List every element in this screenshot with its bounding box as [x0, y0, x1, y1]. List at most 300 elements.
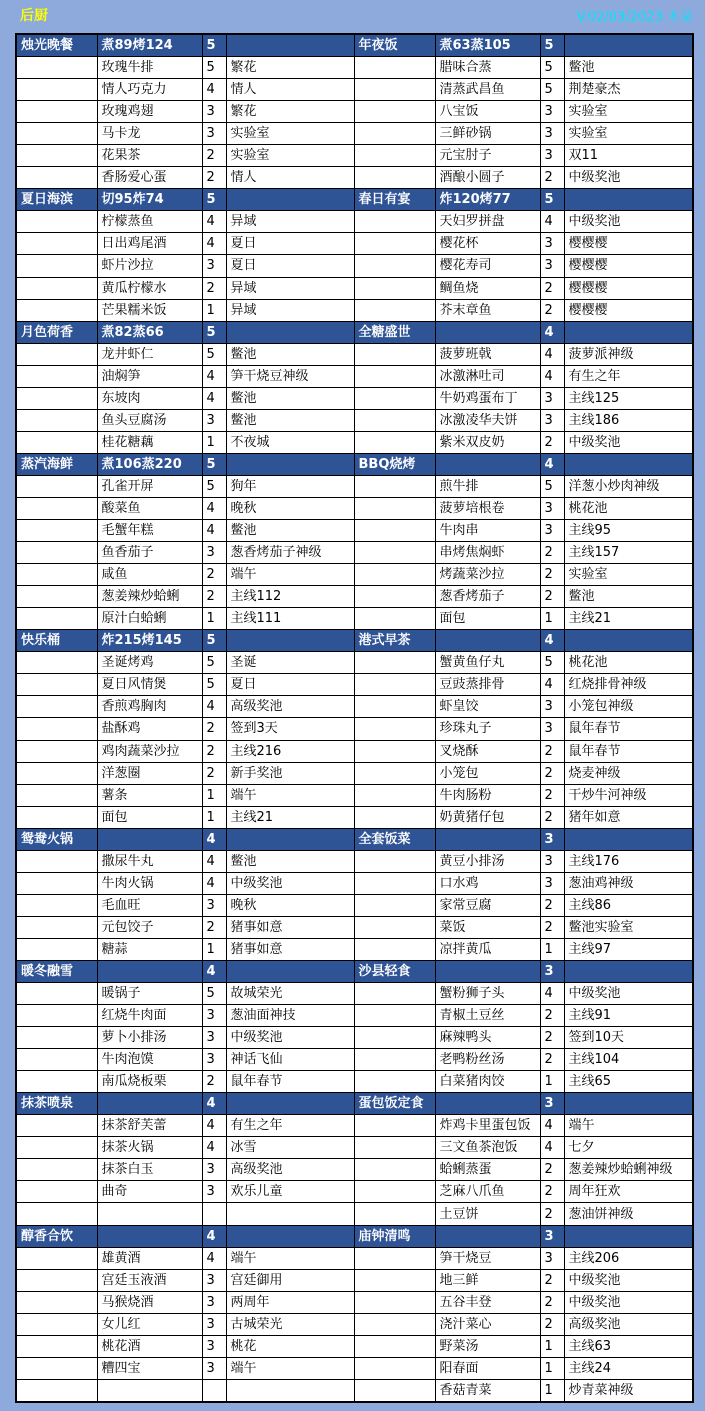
section-blank	[226, 828, 354, 850]
dish-level: 5	[540, 57, 564, 79]
group-blank-cell	[16, 608, 97, 630]
section-info: 煮63蒸105	[435, 34, 540, 57]
group-blank-cell	[354, 1379, 435, 1402]
dish-source: 小笼包神级	[564, 696, 693, 718]
dish-name: 圣诞烤鸡	[97, 652, 202, 674]
dish-level: 1	[202, 938, 226, 960]
dish-source: 鼠年春节	[564, 718, 693, 740]
table-row	[16, 431, 693, 453]
dish-source: 情人	[226, 79, 354, 101]
dish-source: 异域	[226, 277, 354, 299]
dish-name: 面包	[97, 806, 202, 828]
section-blank	[226, 189, 354, 211]
group-blank-cell	[16, 1313, 97, 1335]
dish-name: 红烧牛肉面	[97, 1005, 202, 1027]
section-info: 煮82蒸66	[97, 321, 202, 343]
dish-name: 虾皇饺	[435, 696, 540, 718]
dish-name: 笋干烧豆	[435, 1247, 540, 1269]
section-info	[435, 453, 540, 475]
table-row	[16, 608, 693, 630]
dish-source	[226, 1379, 354, 1402]
group-blank-cell	[16, 123, 97, 145]
dish-level: 2	[540, 1181, 564, 1203]
section-blank	[226, 34, 354, 57]
dish-level: 2	[540, 1269, 564, 1291]
dish-level: 2	[202, 167, 226, 189]
section-info	[97, 1225, 202, 1247]
table-row	[16, 806, 693, 828]
dish-source: 七夕	[564, 1137, 693, 1159]
dish-source: 有生之年	[564, 365, 693, 387]
dish-source: 实验室	[226, 123, 354, 145]
dish-level: 4	[540, 983, 564, 1005]
dish-source: 葱油面神技	[226, 1005, 354, 1027]
table-row	[16, 101, 693, 123]
dish-source: 情人	[226, 167, 354, 189]
group-blank-cell	[16, 1379, 97, 1402]
table-row	[16, 1159, 693, 1181]
dish-source: 鳖池	[226, 387, 354, 409]
table-row	[16, 872, 693, 894]
dish-source: 端午	[226, 1247, 354, 1269]
group-blank-cell	[16, 542, 97, 564]
table-row	[16, 475, 693, 497]
dish-name: 鲷鱼烧	[435, 277, 540, 299]
title-bar	[0, 0, 705, 30]
group-blank-cell	[354, 542, 435, 564]
dish-level: 2	[202, 916, 226, 938]
group-blank-cell	[354, 652, 435, 674]
dish-name: 蛤蜊蒸蛋	[435, 1159, 540, 1181]
section-title: 月色荷香	[16, 321, 97, 343]
dish-level: 3	[540, 233, 564, 255]
dish-source: 鼠年春节	[564, 740, 693, 762]
table-row	[16, 365, 693, 387]
dish-source: 洋葱小炒肉神级	[564, 475, 693, 497]
dish-source: 端午	[564, 1115, 693, 1137]
dish-name: 东坡肉	[97, 387, 202, 409]
table-row	[16, 1181, 693, 1203]
section-info	[97, 828, 202, 850]
dish-level: 3	[540, 1247, 564, 1269]
table-row	[16, 1137, 693, 1159]
group-blank-cell	[16, 520, 97, 542]
dish-level: 1	[540, 938, 564, 960]
dish-name: 三文鱼茶泡饭	[435, 1137, 540, 1159]
group-blank-cell	[16, 1137, 97, 1159]
group-blank-cell	[354, 894, 435, 916]
dish-level	[202, 1203, 226, 1225]
dish-name: 牛奶鸡蛋布丁	[435, 387, 540, 409]
group-blank-cell	[354, 233, 435, 255]
dish-source: 端午	[226, 784, 354, 806]
group-blank-cell	[354, 1137, 435, 1159]
group-blank-cell	[16, 1291, 97, 1313]
section-blank	[226, 1225, 354, 1247]
section-title: 蛋包饭定食	[354, 1093, 435, 1115]
dish-source: 有生之年	[226, 1115, 354, 1137]
dish-level: 2	[202, 718, 226, 740]
table-row	[16, 255, 693, 277]
dish-source: 主线206	[564, 1247, 693, 1269]
dish-source: 中级奖池	[564, 1291, 693, 1313]
group-blank-cell	[354, 475, 435, 497]
table-row	[16, 409, 693, 431]
section-info	[435, 1093, 540, 1115]
section-count: 3	[540, 828, 564, 850]
group-blank-cell	[354, 57, 435, 79]
dish-level: 2	[540, 1159, 564, 1181]
group-blank-cell	[354, 938, 435, 960]
dish-source: 主线176	[564, 850, 693, 872]
section-count: 4	[202, 1093, 226, 1115]
table-row	[16, 674, 693, 696]
dish-name: 龙井虾仁	[97, 343, 202, 365]
group-blank-cell	[16, 211, 97, 233]
table-row	[16, 1027, 693, 1049]
section-blank	[226, 321, 354, 343]
dish-level: 4	[202, 872, 226, 894]
dish-level: 2	[202, 762, 226, 784]
dish-source: 宫廷御用	[226, 1269, 354, 1291]
group-blank-cell	[16, 916, 97, 938]
table-row	[16, 497, 693, 519]
group-blank-cell	[16, 938, 97, 960]
dish-name: 元包饺子	[97, 916, 202, 938]
dish-source: 桃花池	[564, 652, 693, 674]
dish-name: 酒酿小圆子	[435, 167, 540, 189]
dish-source: 炒青菜神级	[564, 1379, 693, 1402]
dish-name: 孔雀开屏	[97, 475, 202, 497]
group-blank-cell	[354, 520, 435, 542]
dish-name: 野菜汤	[435, 1335, 540, 1357]
dish-source: 主线216	[226, 740, 354, 762]
dish-name: 葱姜辣炒蛤蜊	[97, 586, 202, 608]
dish-source: 主线157	[564, 542, 693, 564]
dish-level: 3	[202, 1027, 226, 1049]
dish-source: 古城荣光	[226, 1313, 354, 1335]
group-blank-cell	[354, 431, 435, 453]
dish-source: 主线186	[564, 409, 693, 431]
dish-name: 鱼头豆腐汤	[97, 409, 202, 431]
dish-source: 欢乐儿童	[226, 1181, 354, 1203]
group-blank-cell	[16, 145, 97, 167]
dish-name: 葱香烤茄子	[435, 586, 540, 608]
section-header-row	[16, 1225, 693, 1247]
section-count: 4	[540, 630, 564, 652]
group-blank-cell	[354, 718, 435, 740]
dish-level: 1	[540, 1335, 564, 1357]
table-row	[16, 564, 693, 586]
dish-name: 暖锅子	[97, 983, 202, 1005]
group-blank-cell	[354, 850, 435, 872]
dish-level: 5	[202, 57, 226, 79]
group-blank-cell	[354, 343, 435, 365]
section-count: 5	[202, 630, 226, 652]
dish-level: 1	[540, 1357, 564, 1379]
dish-name: 阳春面	[435, 1357, 540, 1379]
dish-level: 4	[540, 1137, 564, 1159]
dish-level: 4	[202, 1137, 226, 1159]
dish-level: 2	[540, 564, 564, 586]
group-blank-cell	[16, 1049, 97, 1071]
section-count: 5	[202, 453, 226, 475]
dish-level: 2	[540, 1049, 564, 1071]
dish-level: 2	[540, 740, 564, 762]
dish-name: 牛肉肠粉	[435, 784, 540, 806]
group-blank-cell	[16, 564, 97, 586]
table-row	[16, 1071, 693, 1093]
dish-level: 3	[202, 542, 226, 564]
dish-source: 烧麦神级	[564, 762, 693, 784]
dish-name: 鸡肉蔬菜沙拉	[97, 740, 202, 762]
group-blank-cell	[16, 57, 97, 79]
dish-source: 樱樱樱	[564, 233, 693, 255]
dish-name: 煎牛排	[435, 475, 540, 497]
dish-name: 樱花杯	[435, 233, 540, 255]
section-count: 4	[540, 453, 564, 475]
dish-level: 3	[202, 1313, 226, 1335]
dish-name: 日出鸡尾酒	[97, 233, 202, 255]
dish-name: 芥末章鱼	[435, 299, 540, 321]
dish-name: 叉烧酥	[435, 740, 540, 762]
group-blank-cell	[16, 277, 97, 299]
dish-source: 主线65	[564, 1071, 693, 1093]
dish-name: 三鲜砂锅	[435, 123, 540, 145]
dish-level: 2	[540, 277, 564, 299]
dish-level: 2	[202, 564, 226, 586]
section-header-row	[16, 1093, 693, 1115]
group-blank-cell	[16, 1005, 97, 1027]
section-title: 醇香合饮	[16, 1225, 97, 1247]
group-blank-cell	[354, 365, 435, 387]
dish-name: 香菇青菜	[435, 1379, 540, 1402]
dish-name: 毛蟹年糕	[97, 520, 202, 542]
dish-source: 实验室	[564, 564, 693, 586]
dish-name: 青椒土豆丝	[435, 1005, 540, 1027]
group-blank-cell	[16, 894, 97, 916]
group-blank-cell	[16, 718, 97, 740]
dish-source: 鼠年春节	[226, 1071, 354, 1093]
section-title: 春日有宴	[354, 189, 435, 211]
section-count: 4	[202, 828, 226, 850]
dish-source: 鳖池	[226, 850, 354, 872]
dish-level: 4	[202, 79, 226, 101]
group-blank-cell	[354, 277, 435, 299]
dish-level: 3	[202, 101, 226, 123]
section-count: 3	[540, 1093, 564, 1115]
dish-level: 2	[540, 1291, 564, 1313]
group-blank-cell	[16, 1115, 97, 1137]
dish-name: 柠檬蒸鱼	[97, 211, 202, 233]
table-row	[16, 784, 693, 806]
group-blank-cell	[16, 784, 97, 806]
section-header-row	[16, 453, 693, 475]
dish-name: 五谷丰登	[435, 1291, 540, 1313]
group-blank-cell	[16, 1357, 97, 1379]
table-row	[16, 938, 693, 960]
section-count: 4	[202, 1225, 226, 1247]
section-count: 4	[202, 960, 226, 982]
dish-level: 4	[202, 1115, 226, 1137]
dish-name: 白菜猪肉饺	[435, 1071, 540, 1093]
dish-name: 夏日风情煲	[97, 674, 202, 696]
dish-source: 中级奖池	[564, 1269, 693, 1291]
dish-source: 实验室	[564, 123, 693, 145]
table-row	[16, 520, 693, 542]
dish-name: 凉拌黄瓜	[435, 938, 540, 960]
page-title: 后厨	[20, 8, 48, 24]
group-blank-cell	[16, 762, 97, 784]
dish-level: 3	[540, 850, 564, 872]
dish-source: 狗年	[226, 475, 354, 497]
section-title: 全糖盛世	[354, 321, 435, 343]
dish-level: 1	[202, 299, 226, 321]
dish-level: 2	[540, 894, 564, 916]
dish-name: 紫米双皮奶	[435, 431, 540, 453]
dish-name: 牛肉串	[435, 520, 540, 542]
dish-level: 2	[540, 1027, 564, 1049]
dish-source: 端午	[226, 1357, 354, 1379]
table-row	[16, 343, 693, 365]
group-blank-cell	[16, 696, 97, 718]
dish-level: 4	[202, 233, 226, 255]
table-row	[16, 79, 693, 101]
table-row	[16, 1379, 693, 1402]
dish-name: 奶黄猪仔包	[435, 806, 540, 828]
dish-name: 糖蒜	[97, 938, 202, 960]
dish-level: 5	[202, 983, 226, 1005]
section-blank	[564, 1093, 693, 1115]
dish-name: 蟹粉狮子头	[435, 983, 540, 1005]
dish-level: 3	[202, 1181, 226, 1203]
group-blank-cell	[16, 1159, 97, 1181]
dish-name: 菜饭	[435, 916, 540, 938]
dish-source: 葱油饼神级	[564, 1203, 693, 1225]
group-blank-cell	[354, 167, 435, 189]
dish-level: 2	[540, 299, 564, 321]
group-blank-cell	[16, 409, 97, 431]
dish-level: 4	[202, 365, 226, 387]
table-row	[16, 1357, 693, 1379]
dish-level: 2	[540, 542, 564, 564]
group-blank-cell	[16, 586, 97, 608]
dish-source: 鳖池	[226, 409, 354, 431]
dish-name: 糟四宝	[97, 1357, 202, 1379]
dish-name: 蟹黄鱼仔丸	[435, 652, 540, 674]
dish-name: 马卡龙	[97, 123, 202, 145]
group-blank-cell	[354, 784, 435, 806]
dish-source: 中级奖池	[226, 1027, 354, 1049]
dish-source: 主线63	[564, 1335, 693, 1357]
dish-name: 黄瓜柠檬水	[97, 277, 202, 299]
dish-name: 芒果糯米饭	[97, 299, 202, 321]
section-info: 煮106蒸220	[97, 453, 202, 475]
dish-name: 桂花糖藕	[97, 431, 202, 453]
dish-source: 菠萝派神级	[564, 343, 693, 365]
dish-name: 麻辣鸭头	[435, 1027, 540, 1049]
dish-name: 情人巧克力	[97, 79, 202, 101]
dish-level: 2	[202, 277, 226, 299]
dish-name: 虾片沙拉	[97, 255, 202, 277]
group-blank-cell	[16, 1181, 97, 1203]
dish-name: 原汁白蛤蜊	[97, 608, 202, 630]
dish-level: 3	[540, 255, 564, 277]
table-row	[16, 1005, 693, 1027]
dish-source: 主线21	[226, 806, 354, 828]
dish-level: 3	[540, 520, 564, 542]
dish-source: 笋干烧豆神级	[226, 365, 354, 387]
section-title: 快乐桶	[16, 630, 97, 652]
dish-name: 马猴烧酒	[97, 1291, 202, 1313]
group-blank-cell	[354, 1335, 435, 1357]
dish-level	[202, 1379, 226, 1402]
section-info	[435, 1225, 540, 1247]
dish-level: 3	[202, 255, 226, 277]
table-row	[16, 1203, 693, 1225]
table-row	[16, 1115, 693, 1137]
dish-level: 2	[540, 806, 564, 828]
dish-source: 主线111	[226, 608, 354, 630]
group-blank-cell	[354, 1313, 435, 1335]
section-count: 5	[202, 321, 226, 343]
section-info: 炸215烤145	[97, 630, 202, 652]
table-row	[16, 850, 693, 872]
dish-level: 4	[540, 1115, 564, 1137]
section-title: 沙县轻食	[354, 960, 435, 982]
group-blank-cell	[16, 1335, 97, 1357]
section-info	[97, 960, 202, 982]
dish-source: 荆楚豪杰	[564, 79, 693, 101]
group-blank-cell	[16, 101, 97, 123]
table-row	[16, 586, 693, 608]
group-blank-cell	[354, 211, 435, 233]
dish-level: 3	[540, 409, 564, 431]
group-blank-cell	[354, 1269, 435, 1291]
dish-name: 桃花酒	[97, 1335, 202, 1357]
dish-name: 炸鸡卡里蛋包饭	[435, 1115, 540, 1137]
dish-source: 高级奖池	[226, 1159, 354, 1181]
dish-level: 3	[202, 123, 226, 145]
dish-source: 猪事如意	[226, 938, 354, 960]
dish-level: 3	[202, 1159, 226, 1181]
dish-source: 主线24	[564, 1357, 693, 1379]
dish-level: 1	[540, 608, 564, 630]
dish-source: 故城荣光	[226, 983, 354, 1005]
dish-name: 咸鱼	[97, 564, 202, 586]
group-blank-cell	[16, 475, 97, 497]
dish-source: 不夜城	[226, 431, 354, 453]
dish-level: 3	[540, 387, 564, 409]
table-row	[16, 718, 693, 740]
dish-level: 2	[202, 740, 226, 762]
section-count: 5	[202, 189, 226, 211]
group-blank-cell	[354, 1291, 435, 1313]
group-blank-cell	[354, 497, 435, 519]
dish-name: 土豆饼	[435, 1203, 540, 1225]
section-info	[435, 828, 540, 850]
dish-name: 口水鸡	[435, 872, 540, 894]
dish-source: 桃花	[226, 1335, 354, 1357]
group-blank-cell	[16, 1269, 97, 1291]
section-header-row	[16, 189, 693, 211]
group-blank-cell	[354, 696, 435, 718]
table-row	[16, 1313, 693, 1335]
dish-source: 鳖池	[564, 57, 693, 79]
section-info: 炸120烤77	[435, 189, 540, 211]
dish-name: 撒尿牛丸	[97, 850, 202, 872]
group-blank-cell	[354, 387, 435, 409]
